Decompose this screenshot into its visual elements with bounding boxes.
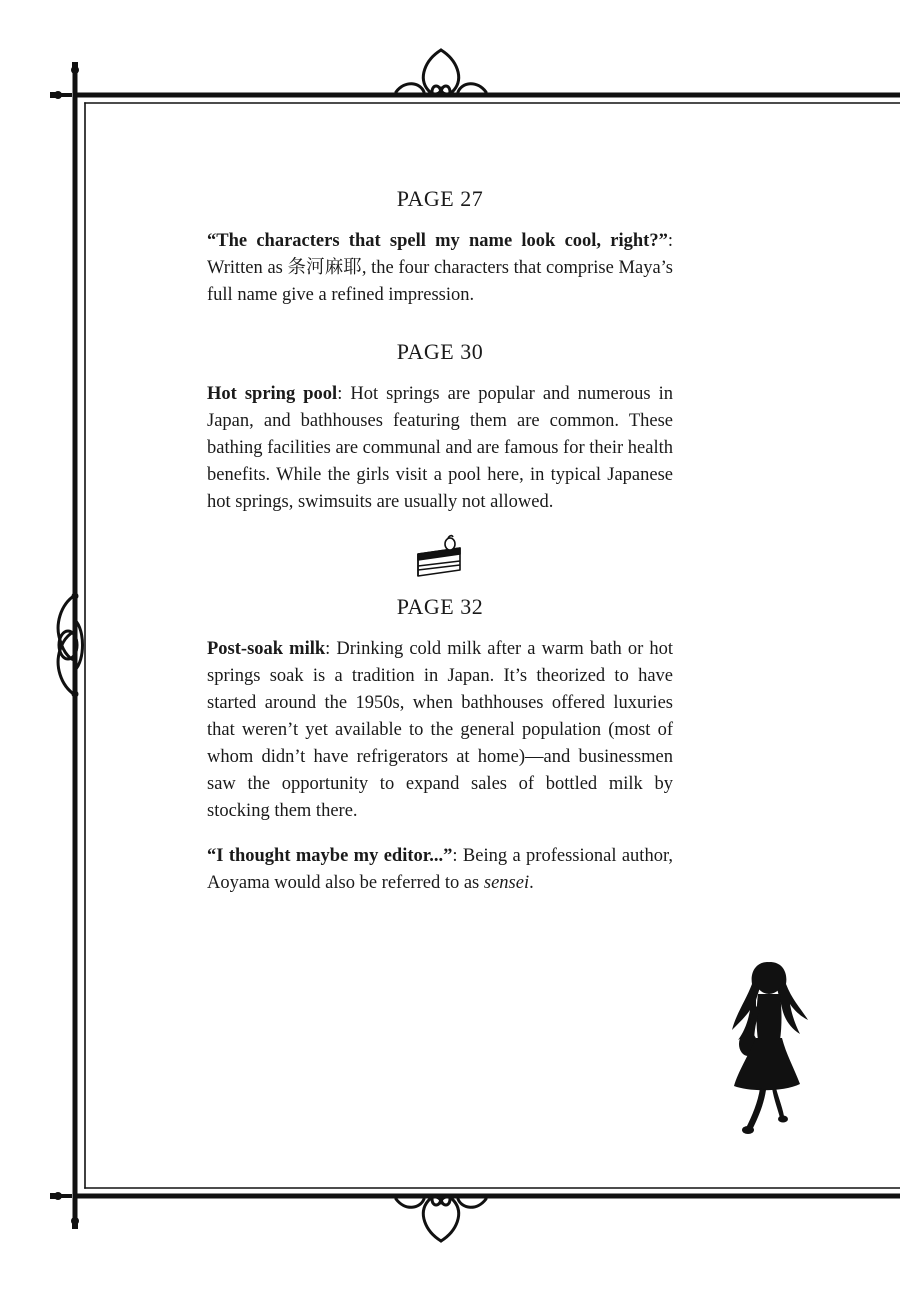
girl-silhouette-icon [726, 960, 810, 1136]
note-term: Hot spring pool [207, 384, 338, 404]
note-text: : Drinking cold milk after a warm bath or hot springs soak is a tradition in Japan. It’s theorized to have started around the 1950s, when bathhouses offered luxuries that weren’t yet available to the general population (most of whom didn’t have refrigerators at home)—and businessmen saw the opportunity to expand sales of bottled milk by stocking them there. [207, 639, 673, 821]
note-term: Post-soak milk [207, 639, 326, 659]
note-text-end: . [529, 873, 534, 893]
section-heading: PAGE 32 [396, 594, 484, 619]
note-emphasis: sensei [483, 873, 530, 893]
note-paragraph [207, 843, 673, 897]
section-heading: PAGE 30 [396, 339, 484, 364]
note-text: : Written as 条河麻耶, the four characters that comprise Maya’s full name give a refined impression. [207, 231, 673, 305]
note-paragraph [207, 636, 673, 825]
section-heading: PAGE 27 [396, 186, 484, 211]
section-page-30 [207, 339, 673, 516]
section-page-27 [207, 186, 673, 309]
note-text: : Being a professional author, Aoyama would also be referred to as [207, 846, 673, 893]
note-paragraph [207, 381, 673, 516]
section-page-32 [207, 594, 673, 897]
note-term: “I thought maybe my editor...” [207, 846, 453, 866]
note-term: “The characters that spell my name look cool, right?” [207, 231, 668, 251]
notes-content [207, 186, 673, 915]
note-paragraph [207, 228, 673, 309]
note-text: : Hot springs are popular and numerous in Japan, and bathhouses featuring them are common. These bathing facilities are communal and are famous for their health benefits. While the girls visit a pool here, in typical Japanese hot springs, swimsuits are usually not allowed. [207, 384, 674, 512]
cake-slice-icon [414, 534, 466, 582]
